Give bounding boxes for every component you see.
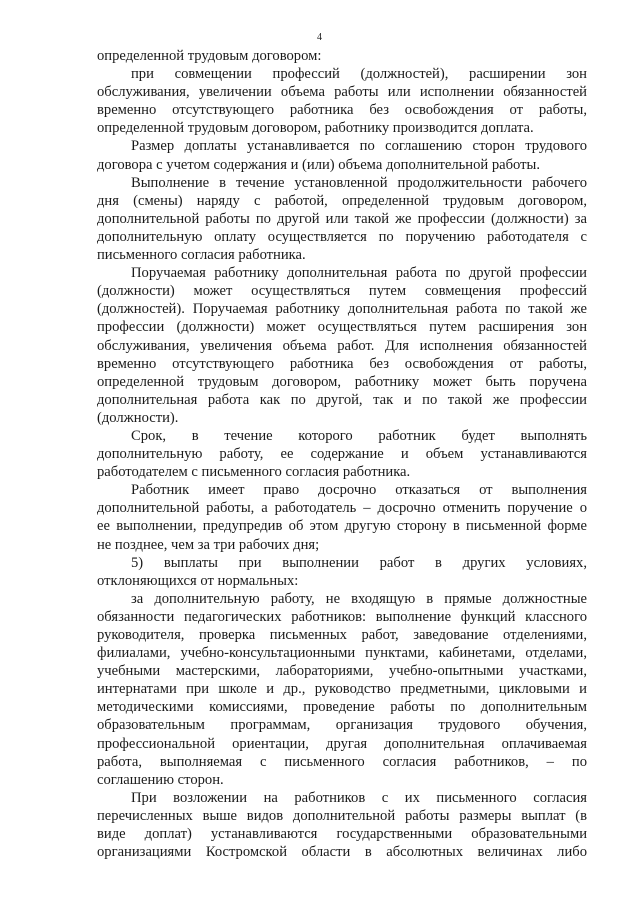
text-line: письменного согласия работника. (97, 247, 306, 264)
text-line: Размер доплаты устанавливается по соглашению сторон трудового (131, 138, 587, 155)
text-line: (должности). (97, 409, 179, 426)
text-line: интернатами при школе и др., руководство предметными, цикловыми и (97, 681, 587, 698)
text-line: дополнительной работы, а работодатель – досрочно отменить поручение о (97, 500, 587, 517)
text-line: Поручаемая работнику дополнительная работа по другой профессии (131, 265, 587, 282)
text-line: определенной трудовым договором, работнику может быть поручена (97, 373, 587, 390)
text-line: учебными мастерскими, лабораториями, учебно-опытными участками, (97, 663, 587, 680)
text-line: работодателем с письменного согласия работника. (97, 464, 411, 481)
text-line: определенной трудовым договором, работнику производится доплата. (97, 120, 534, 137)
text-line: дополнительная работа как по другой, так и по такой же профессии (97, 391, 587, 408)
text-line: временно отсутствующего работника без освобождения от работы, (97, 102, 587, 119)
text-line: профессии (должности) может осуществляться путем расширения зон (97, 319, 587, 336)
text-line: при совмещении профессий (должностей), расширении зон (131, 66, 587, 83)
text-line: Работник имеет право досрочно отказаться от выполнения (131, 482, 587, 499)
text-line: организациями Костромской области в абсолютных величинах либо (97, 844, 587, 861)
text-line: соглашению сторон. (97, 771, 224, 788)
document-body (97, 47, 587, 861)
text-line: дополнительной работы по другой или такой же профессии (должности) за (97, 210, 587, 227)
text-line: дополнительную работу, ее содержание и объем устанавливаются (97, 446, 587, 463)
text-line: обязанности педагогических работников: выполнение функций классного (97, 608, 587, 625)
text-line: работа, выполняемая с письменного согласия работников, – по (97, 753, 587, 770)
text-line: виде доплат) устанавливаются государственными образовательными (97, 826, 587, 843)
text-line: обслуживания, увеличения объема работ. Для исполнения обязанностей (97, 337, 587, 354)
text-line: образовательным программам, организация трудового обучения, (97, 717, 587, 734)
page-number: 4 (317, 32, 322, 43)
text-line: временно отсутствующего работника без освобождения от работы, (97, 355, 587, 372)
text-line: отклоняющихся от нормальных: (97, 572, 299, 589)
text-line: (должностей). Поручаемая работнику дополнительная работа по такой же (97, 301, 587, 318)
text-line: обслуживания, увеличении объема работы или исполнении обязанностей (97, 84, 587, 101)
text-line: филиалами, учебно-консультационными пунктами, кабинетами, отделами, (97, 645, 587, 662)
text-line: договора с учетом содержания и (или) объема дополнительной работы. (97, 156, 540, 173)
text-line: дня (смены) наряду с работой, определенной трудовым договором, (97, 192, 587, 209)
text-line: за дополнительную работу, не входящую в прямые должностные (131, 590, 587, 607)
text-line: перечисленных выше видов дополнительной работы размеры выплат (в (97, 807, 587, 824)
text-line: дополнительную оплату осуществляется по поручению работодателя с (97, 228, 587, 245)
text-line: руководителя, проверка письменных работ, заведование отделениями, (97, 627, 587, 643)
text-line: (должности) может осуществляться путем совмещения профессий (97, 283, 587, 300)
text-line: определенной трудовым договором: (97, 48, 322, 64)
text-line: 5) выплаты при выполнении работ в других условиях, (131, 554, 587, 571)
text-line: не позднее, чем за три рабочих дня; (97, 536, 320, 553)
text-line: методическими комиссиями, проведение работы по дополнительным (97, 699, 587, 716)
text-line: При возложении на работников с их письменного согласия (131, 789, 587, 806)
text-line: Выполнение в течение установленной продолжительности рабочего (131, 174, 587, 191)
text-line: ее выполнении, предупредив об этом другую сторону в письменной форме (97, 518, 587, 535)
text-line: Срок, в течение которого работник будет выполнять (131, 427, 587, 444)
text-line: профессиональной ориентации, другая дополнительная оплачиваемая (97, 735, 587, 752)
